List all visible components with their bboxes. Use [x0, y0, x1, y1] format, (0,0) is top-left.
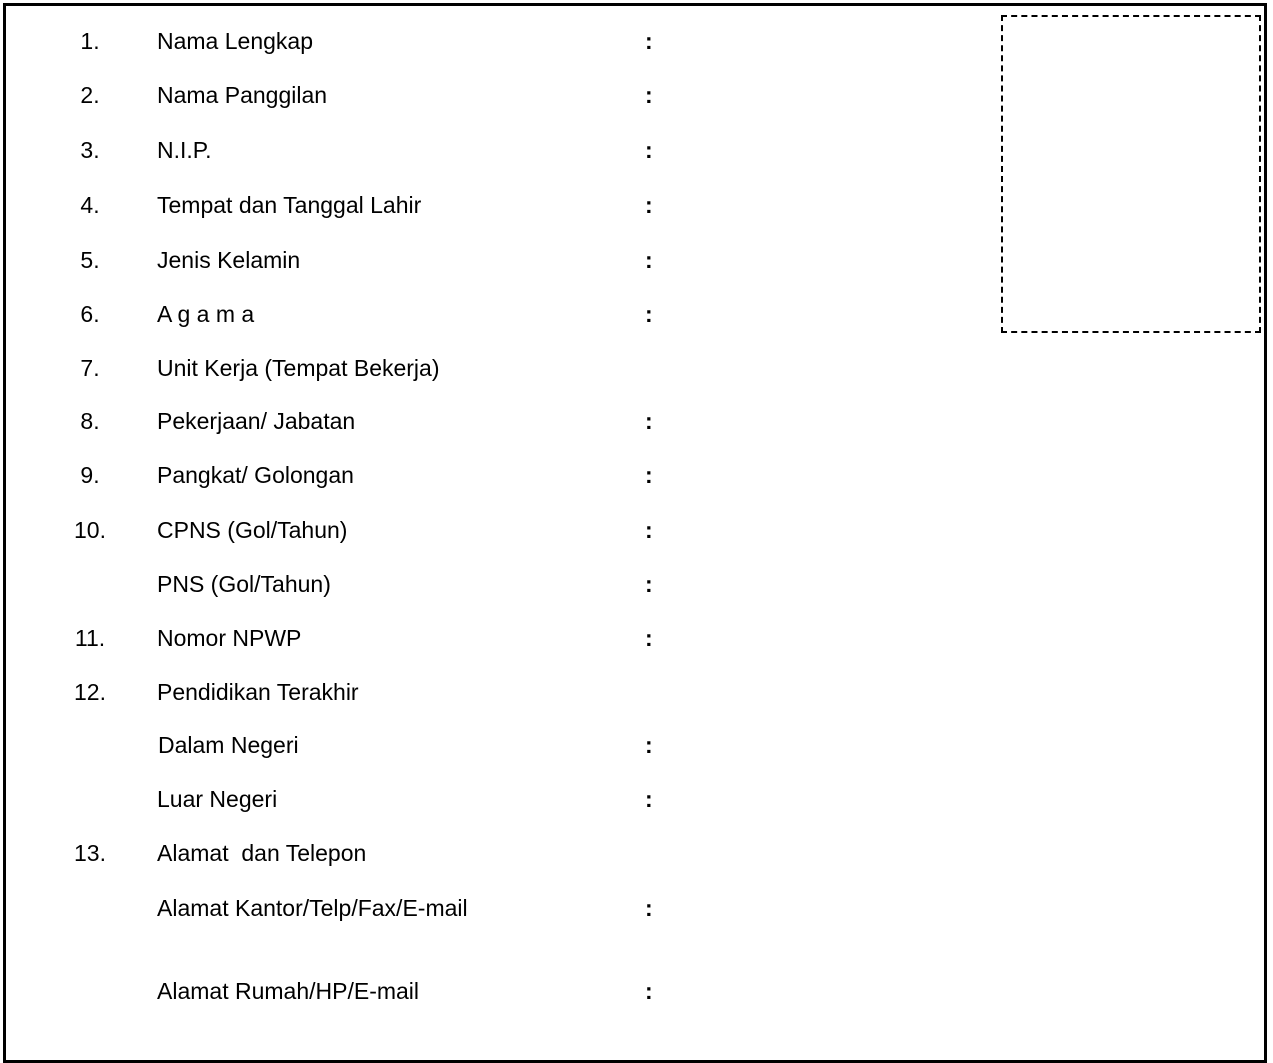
field-label: Nomor NPWP: [157, 625, 302, 651]
row-number: 5.: [80, 247, 100, 273]
photo-placeholder: [1001, 15, 1261, 333]
field-colon: :: [645, 137, 653, 163]
field-colon: :: [645, 462, 653, 488]
row-number: 10.: [74, 517, 106, 543]
field-colon: :: [645, 408, 653, 434]
field-label: Tempat dan Tanggal Lahir: [157, 192, 422, 218]
field-colon: :: [645, 301, 653, 327]
field-label: PNS (Gol/Tahun): [157, 571, 331, 597]
row-number: 2.: [80, 82, 100, 108]
row-number: 8.: [80, 408, 100, 434]
field-label: Unit Kerja (Tempat Bekerja): [157, 355, 440, 381]
field-colon: :: [645, 571, 653, 597]
field-label: Nama Lengkap: [157, 28, 313, 54]
field-label: Nama Panggilan: [157, 82, 328, 108]
field-label: N.I.P.: [157, 137, 212, 163]
field-colon: :: [645, 192, 653, 218]
row-number: 12.: [74, 679, 106, 705]
field-colon: :: [645, 978, 653, 1004]
row-number: 13.: [74, 840, 106, 866]
row-number: 6.: [80, 301, 100, 327]
field-label: Pangkat/ Golongan: [157, 462, 354, 488]
field-colon: :: [645, 517, 653, 543]
row-number: 3.: [80, 137, 100, 163]
field-colon: :: [645, 28, 653, 54]
row-number: 1.: [80, 28, 100, 54]
row-number: 7.: [80, 355, 100, 381]
field-colon: :: [645, 895, 653, 921]
field-colon: :: [645, 625, 653, 651]
row-number: 9.: [80, 462, 100, 488]
field-colon: :: [645, 786, 653, 812]
field-label: Luar Negeri: [157, 786, 278, 812]
field-label: Pekerjaan/ Jabatan: [157, 408, 356, 434]
field-label: Alamat Rumah/HP/E-mail: [157, 978, 420, 1004]
field-label: Dalam Negeri: [158, 732, 299, 758]
field-label: Jenis Kelamin: [157, 247, 301, 273]
field-colon: :: [645, 82, 653, 108]
field-label: Alamat dan Telepon: [157, 840, 367, 866]
field-label: Alamat Kantor/Telp/Fax/E-mail: [157, 895, 468, 921]
field-colon: :: [645, 247, 653, 273]
field-label: CPNS (Gol/Tahun): [157, 517, 348, 543]
field-label: Pendidikan Terakhir: [157, 679, 359, 705]
field-label: A g a m a: [157, 301, 255, 327]
row-number: 11.: [74, 625, 106, 651]
field-colon: :: [645, 732, 653, 758]
row-number: 4.: [80, 192, 100, 218]
